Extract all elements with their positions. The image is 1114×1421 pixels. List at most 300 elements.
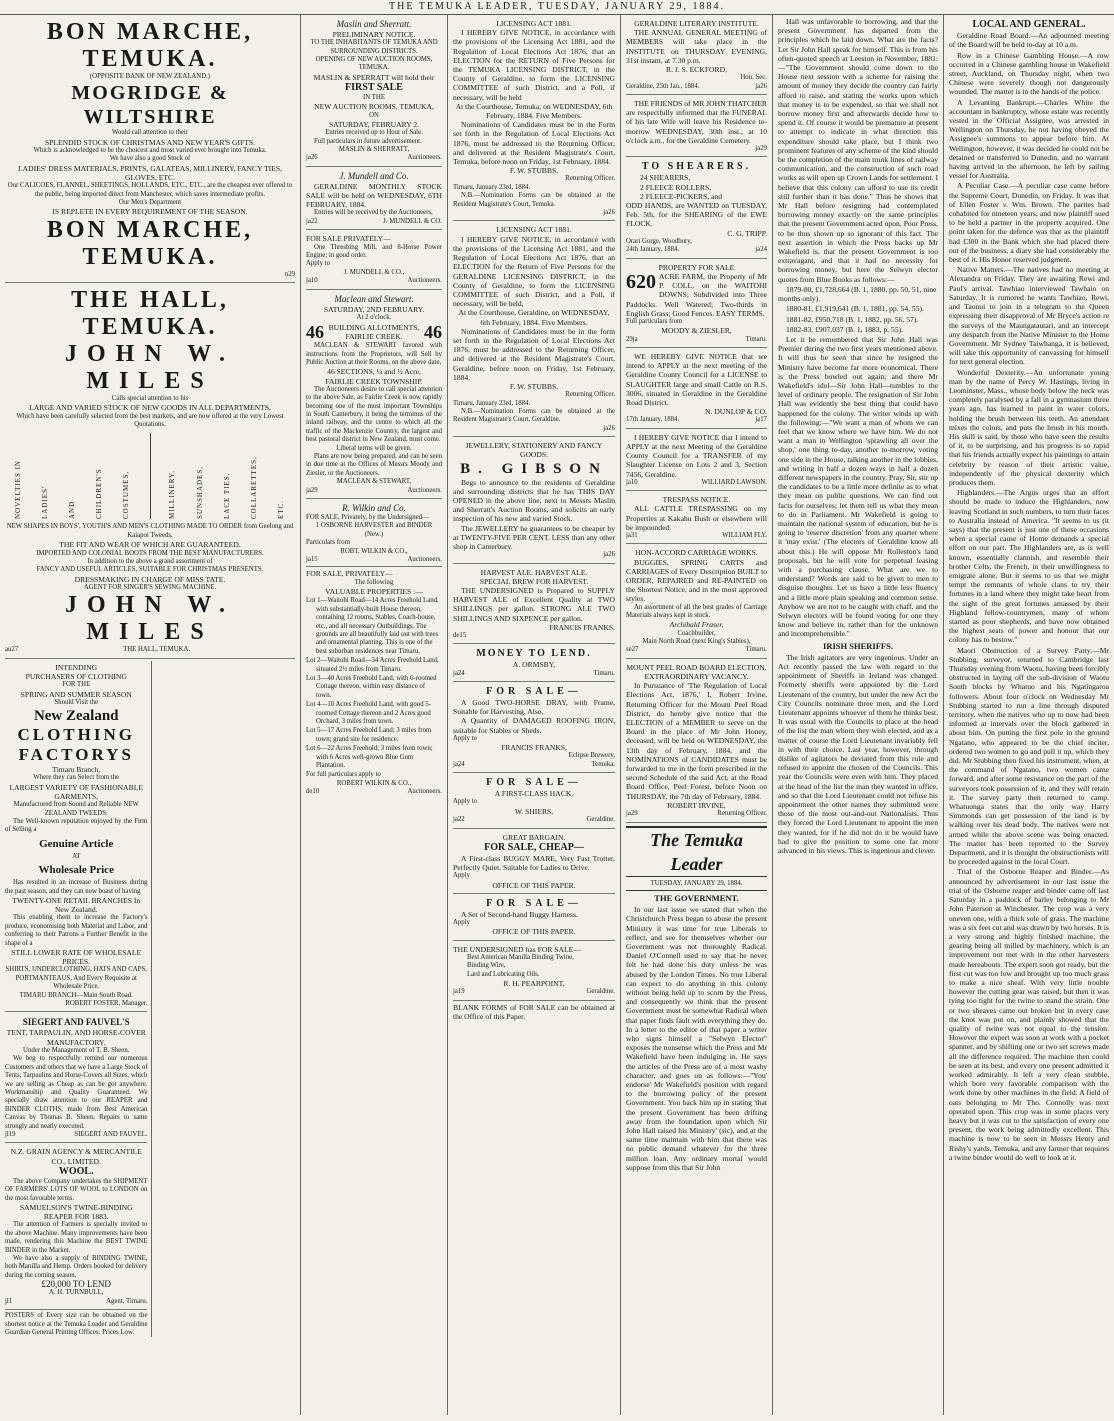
news-item: Row in a Chinese Gambling House.—A row occurred in a Chinese gambling house in Wakefield street, Auckland, on Thursday night, when two Chinese were severely though not dangerously wounded. The matter is in the hands of the police. xyxy=(949,50,1109,97)
text: Apply xyxy=(453,918,470,926)
nz-grain-ad xyxy=(5,1145,147,1310)
text: 24th January, 1884. xyxy=(626,246,680,254)
the-hall-ad xyxy=(5,285,295,659)
list-item: LADIES' xyxy=(41,486,50,520)
ad-ref: ja26 xyxy=(603,209,615,217)
text: Full particulars in future advertisement. xyxy=(314,137,422,145)
text: Orari Gorge, Woodbury, xyxy=(626,237,692,245)
text: Eclipse Brewery, xyxy=(568,752,615,760)
text: Hon. Sec. xyxy=(740,74,767,82)
text: Entries will be received by the Auctioneers, xyxy=(314,209,433,217)
text: Auctioneers. xyxy=(407,486,442,494)
article-text: In our last issue we stated that when the Christchurch Press began to abuse the present Ministry it was time for true Liberals to reflect, and see for themselves whether our Government was not thoroughly Radical. Daniel O'Connell used to say that he never felt he had done his duty unless he was abused by the London Times. No true Liberal can expect to do anything in this colony without being held up to scorn by the Press, and consequently we think that the present Government must be somewhat Radical when that paper finds fault with everything they do. In a letter to the editor of that paper a writer who signs himself a "Selwyn Elector" exposes the nonsense which the Press and Mr Wakefield have been indulging in. He says the articles of the Press are of a most washy character, and goes on as follows:—"You' endorse' Mr Wakefield's position with regard to the borrowing policy of the present Government. You back him up in stating 'that the present Government has been drifting away from the foundation upon which Sir John Hall raised his Ministry' (sic), and at the same time maintain with him that there was no public demand whatever for the three million loan. Any ordinary mortal would suppose from this that Sir John xyxy=(626,905,767,1172)
text: Returning Officer. xyxy=(565,391,615,399)
text: Full particulars from xyxy=(626,317,683,325)
text: LICENSING ACT 1881. xyxy=(496,225,572,235)
text: A Set of Second-hand Buggy Harness. xyxy=(461,909,578,919)
signature: ROBT. WILKIN & CO., xyxy=(340,547,408,555)
text: Would call attention to their xyxy=(111,129,189,137)
c1-split xyxy=(5,661,295,1338)
trespass-notice xyxy=(626,493,767,544)
text: In addition to the above a grand assortment of xyxy=(87,557,213,565)
text: Apply to xyxy=(306,260,330,268)
factorys-title: FACTORYS xyxy=(18,745,134,765)
article-text: The Irish agitators are very ingenious. Under an Act recently passed the law with regard to the appointment of Sheriffs in Ireland was changed. Formerly sheriffs were appointed by the Lord Lieutenant of the country, but under the new Act the City Councils nominate three men, and the Lord Lieutenant appoints whoever of them he thinks best. It was usual with the Councils to place at the head of the list the man whom they wish elected, and as a matter of course the Lord Lieutenant invariably fell in with their choice. Last year, however, through dislike of agitators he deviated from this rule and refused to appoint the chosen of the Councils. This year the Councils were even with him. They placed at the head of the list the man they wanted in office, and so that the Lord Lieutenant could not refuse his appointment the other names they submitted were those of the most out-and-out Nationalists. Thus they forced the Lord Lieutenant to appoint the men they wanted, for if he did not do it he would have had to give the position to some one far more advanced in his views. This is ingenious and clever. xyxy=(778,652,938,856)
money-lend-ad xyxy=(453,646,615,682)
ad-ref: ja24 xyxy=(755,246,767,254)
text: AT xyxy=(72,852,81,860)
firm-heading: Maslin and Sherratt. xyxy=(336,19,412,29)
text: Auctioneers. xyxy=(407,556,442,564)
text: JEWELLERY, STATIONERY AND FANCY GOODS. xyxy=(465,441,603,460)
signature: W. SHIERS, xyxy=(514,806,554,816)
ad-ref: jа10 xyxy=(306,277,318,285)
signature: SIEGERT AND FAUVEL. xyxy=(74,1130,148,1138)
ad-ref: jl1 xyxy=(5,1297,13,1305)
column-2 xyxy=(300,15,447,1415)
text: The Well-known reputation enjoyed by the Firm of Selling a xyxy=(5,817,148,834)
text: WE HEREBY GIVE NOTICE that we intend to APPLY at the next meeting of the Geraldine County Council for a LICENSE to SLAUGHTER large and small Cattle on R.S. 3006, situated in Geraldine in the Geraldine Road District. xyxy=(626,351,767,407)
text: Nominations of Candidates must be in the Form set forth in the Regulation of Local Elections Act 1876, must be addressed to the Returning Officer, and delivered at the Resident Magistrate's Court, Temuka, before noon on Friday, 1st February, 1884. xyxy=(453,120,615,167)
news-item: Geraldine Road Board.—An adjourned meeting of the Board will be held to-day at 10 a.m. xyxy=(949,31,1109,50)
ad-ref: ja24 xyxy=(453,760,465,768)
text: ROBERT FOSTER, Manager. xyxy=(65,1000,148,1008)
text: Apply xyxy=(453,872,470,880)
text: FOR SALE— xyxy=(486,897,582,909)
text: SAMUELSON'S TWINE-BINDING REAPER FOR 1883. xyxy=(19,1202,133,1222)
ad-ref: ja19 xyxy=(453,988,465,996)
text: In Pursuance of 'The Regulation of Local Elections Act, 1876,' I, Robert Irvine, Returning Officer for the Mount Peel Road District, do hereby give notice that the ELECTION of a MEMBER to serve on the Board in the place of Mr John Honey, deceased, will be held on WEDNESDAY, the 13th day of February, 1884, and the NOMINATIONS of CANDIDATES must be forwarded to me in the form prescribed in the second Schedule of the said Act, at the Road Board Office, Peel Forest, before Noon on THURSDAY, the 7th day of February, 1884. xyxy=(626,681,767,801)
bon-marche-sub: (OPPOSITE BANK OF NEW ZEALAND.) xyxy=(89,73,211,80)
the-hall-title: THE HALL, TEMUKA. xyxy=(71,287,229,341)
text: Geraldine, 25th Jan., 1884. xyxy=(626,82,700,90)
text: PRELIMINARY NOTICE. xyxy=(332,30,416,39)
text: FOR THE xyxy=(62,681,91,689)
text: Main North Road (next King's Stables), xyxy=(642,638,751,646)
text: Manufactured from Sound and Reliable NEW ZEALAND TWEEDS. xyxy=(13,801,139,817)
text: Calls special attention to his xyxy=(111,395,189,403)
column-3 xyxy=(447,15,620,1415)
acre-number: 620 xyxy=(626,270,656,293)
text: Wholesale Price xyxy=(38,864,114,877)
ad-ref: se27 xyxy=(626,646,639,654)
text: SPLENDID STOCK OF CHRISTMAS AND NEW YEAR'S GIFTS. xyxy=(44,137,256,147)
column-4 xyxy=(620,15,772,1415)
bon-marche-title-repeat: BON MARCHE, TEMUKA. xyxy=(46,216,254,270)
text: STILL LOWER RATE OF WHOLESALE PRICES. xyxy=(11,948,142,967)
list-item: LACE TIES, xyxy=(222,473,231,520)
ad-ref: ja31 xyxy=(626,531,638,539)
text: ALL CATTLE TRESPASSING on my Properties at Kakahu Bush or elsewhere will be impounded. xyxy=(626,504,767,532)
text: HON-ACCORD CARRIAGE WORKS. xyxy=(635,548,758,558)
signature: C. G. TRIPP. xyxy=(727,228,767,238)
article-heading: THE GOVERNMENT. xyxy=(654,892,739,903)
text: EXTRAORDINARY VACANCY. xyxy=(644,672,749,682)
nz-title: New Zealand xyxy=(33,708,119,725)
text: OFFICE OF THIS PAPER. xyxy=(492,880,576,890)
text: TRESPASS NOTICE. xyxy=(662,495,731,505)
text: SATURDAY, 2ND FEBRUARY. xyxy=(323,304,425,314)
text: PROPERTY FOR SALE xyxy=(658,262,735,272)
text: Best American Manilla Binding Twine, xyxy=(467,953,574,961)
text: The following xyxy=(354,578,394,586)
bon-marche-firm: MOGRIDGE & WILTSHIRE xyxy=(71,82,229,129)
list-item: MILLINERY, xyxy=(168,470,177,520)
article-text: Hall was unfavorable to borrowing, and that the present Government has departed from the principles which he laid down. What are the facts? Let Sir John Hall speak for himself. This is from his often-quoted speech at Leeston in November, 1881:—"The Government should come down to the House next session with a scheme for raising the amount of money they decide the country can fairly afford to raise, and stating the works upon which that money is to be expended, so that we shall not borrow money first and afterwards decide how to spend it. Of course it would be premature at present to attempt to indicate in what direction this expenditure should take place, but I think two prominent features of any scheme of the kind should be the completion of the main trunk lines of railway communication, and the construction of such road works as will open up Crown Lands for settlement. I believe that this colony can afford to use its credit still further than it has done." Thus he shows that Mr Hall before resigning had contemplated borrowing money exactly on the same principles that the present Government acted upon. Poor Press, to be thus shown up so ignorant of this fact. The next assertion in which the Press backs up Mr Wakefield is, that the present Government is too extravagant, and that it had no necessity for borrowing money, but here the Selwyn elector quotes from Blue Books as follows:— xyxy=(778,17,938,284)
ad-ref: ja26 xyxy=(306,154,318,162)
text: FOR SALE, CHEAP— xyxy=(484,841,584,853)
list-item: Lot 4—10 Acres Freehold Land, with good 5-roomed Cottage thereon and 2 Acres good Orchard, 3 miles from town. xyxy=(306,701,431,725)
text: At the Courthouse, Geraldine, on WEDNESDAY, 6th February, 1884. Five Members. xyxy=(458,308,610,327)
text: Our CALICOES, FLANNEL, SHEETINGS, HOLLANDS, ETC., ETC., are the cheapest ever offered to the public, being imported direct from Manchester, which saves intermediate profits. xyxy=(7,182,293,198)
text: Our Men's Department xyxy=(118,199,182,207)
text: 2 FLEECE-PICKERS, and xyxy=(640,191,723,201)
text: IS REPLETE IN EVERY REQUIREMENT OF THE SEASON. xyxy=(52,207,248,217)
wilkin-ad xyxy=(306,501,442,800)
divider xyxy=(150,433,151,519)
carriage-works-ad xyxy=(626,546,767,658)
text: The Auctioneers desire to call special attention to the above Sale, as Fairlie Creek is now rapidly becoming one of the most important Townships in South Canterbury, it being the terminus of the inland railway, and the centre to which all the traffic of the Mackenzie Country, the largest and best pastoral district in New Zealand, must come. xyxy=(306,385,442,444)
firm-heading: R. Wilkin and Co. xyxy=(342,503,406,514)
list-item: Lot 1—Waitohi Road—14 Acres Freehold Land, with substantially-built House thereon, containing 12 rooms, Stables, Coach-house, etc., and all necessary Outbuildings. The grounds are all beautifully laid out with trees and ornamental planting. This is one of the best suburban residences near Timaru. xyxy=(306,597,439,655)
text: BUILDING ALLOTMENTS, FAIRLIE CREEK. xyxy=(328,322,420,342)
text: NEW SHAPES IN BOYS', YOUTH'S AND MEN'S CLOTHING MADE TO ORDER from Geelong and Kaiapoi Tweeds. xyxy=(6,523,294,539)
posters-notice: POSTERS of Every size can be obtained on the shortest notice at the Temuka Leader and Geraldine Guardian General Printing Offices. Prices Low. xyxy=(5,1312,148,1337)
signature: R. H. PEARPOINT, xyxy=(503,978,565,988)
pearpoint-ad xyxy=(453,943,615,1001)
text: The JEWELLERY he guarantees to be cheaper by at TWENTY-FIVE PER CENT. LESS than any other shop in Canterbury. xyxy=(453,523,615,551)
editorial xyxy=(626,826,767,1173)
text: A Quantity of DAMAGED ROOFING IRON, suitable for Stables or Sheds. xyxy=(453,716,615,735)
vertical-goods-list xyxy=(5,433,295,519)
text: ODD HANDS, are WANTED on TUESDAY, Feb. 5th, for the SHEARING of the EWE FLOCK. xyxy=(626,201,767,229)
text: THE FRIENDS of MR JOHN THATCHER are respectfully informed that the FUNERAL of his late Wife will leave his Residence to-morrow WEDNESDAY, 30th inst., at 10 o'clock a.m., for the Geraldine Cemetery. xyxy=(626,99,767,145)
signature: MACLEAN & STEWART, xyxy=(336,478,412,486)
gibson-ad xyxy=(453,439,615,563)
text: Timaru. xyxy=(745,335,767,343)
text: INTENDING xyxy=(55,662,98,672)
text: Should Visit the xyxy=(54,698,99,706)
text: SATURDAY, FEBRUARY 2. xyxy=(328,120,420,130)
text: 2 FLEECE ROLLERS, xyxy=(640,182,712,192)
text: GERALDINE MONTHLY STOCK SALE will be held on WEDNESDAY, 6TH FEBRUARY, 1884. xyxy=(306,181,442,210)
text: HARVEST ALE. HARVEST ALE. xyxy=(480,567,588,577)
text: Entries received up to Hour of Sale. xyxy=(325,129,423,137)
text: At 2 o'clock. xyxy=(356,313,392,321)
text: MOUNT PEEL ROAD BOARD ELECTION. xyxy=(626,662,767,672)
text: At the Courthouse, Temuka, on WEDNESDAY, 6th February, 1884. Five Members. xyxy=(455,101,613,121)
mundell-for-sale-ad xyxy=(306,232,442,289)
text: ACRE FARM, the Property of Mr P. COLL, on the WAITOHI DOWNS; Subdivided into Three Paddocks. Well Watered; Two-thirds in English Grass; Good Fences. EASY TERMS. xyxy=(626,271,767,318)
ad-ref: jl19 xyxy=(5,1130,16,1138)
list-item: NOVELTIES IN xyxy=(13,460,22,520)
figure-line: 1881-82, £950,718 (B. 1, 1882, pp. 56, 57). xyxy=(786,314,919,324)
ad-ref: n29 xyxy=(284,270,295,278)
text: LARGE AND VARIED STOCK OF NEW GOODS IN ALL DEPARTMENTS, xyxy=(29,403,271,413)
ad-ref: de15 xyxy=(453,632,467,640)
text: MONEY TO LEND. xyxy=(476,648,592,660)
lot-number: 46 xyxy=(306,322,324,343)
address: THE HALL, TEMUKA. xyxy=(123,646,191,654)
text: SPECIAL BREW FOR HARVEST. xyxy=(479,576,589,586)
text: Apply to xyxy=(453,734,477,742)
bon-marche-ad xyxy=(5,17,295,283)
signature: FRANCIS FRANKS, xyxy=(501,743,567,753)
text: TO SHEARERS. xyxy=(641,161,752,173)
text: Which is acknowledged to be the choicest and most varied ever brought into Temuka. xyxy=(33,147,267,155)
text: ON xyxy=(369,111,379,119)
maclean-stewart-ad xyxy=(306,292,442,500)
mundell-stock-sale-ad xyxy=(306,169,442,230)
lawson-notice xyxy=(626,431,767,491)
figure-line: 1879-80, £1,728,664 (B. 1, 1880, pp. 50, 51, nine months only). xyxy=(778,284,937,304)
news-item: A Levanting Bankrupt.—Charles White the accountant in bankruptcy, whose estate was recently vested in the Official Assignee, was arrested in Wellington on Thursday, he not having obeyed the Assignee's summons to appear before him. At Wellington, however, it was decided he could not be detained or transferred to Dunedin, and no warrant having arrived in the afternoon, he left by sailing vessel for Australia. xyxy=(949,97,1109,181)
text: Plans are now being prepared, and can be seen in due time at the Offices of Messrs Moody and Ziesler, or the Auctioneers. xyxy=(306,453,442,477)
blank-forms-notice: BLANK FORMS of FOR SALE can be obtained at the Office of this Paper. xyxy=(453,1002,615,1021)
funeral-notice xyxy=(626,97,767,157)
text: Nominations of Candidates must be in the form set forth in the Regulation of Local Elections Act 1876, must be addressed to the Returning Officer, and delivered at the Resident Magistrate's Court, Geraldine, before noon on Friday, 1st February, 1884. xyxy=(453,326,615,382)
text: FANCY AND USEFUL ARTICLES, SUITABLE FOR CHRISTMAS PRESENTS. xyxy=(36,566,264,574)
section-heading: LOCAL AND GENERAL. xyxy=(972,19,1086,30)
text: 17th January, 1884. xyxy=(626,416,680,424)
ad-ref: ja29 xyxy=(306,486,318,494)
text: Auctioneers. xyxy=(407,277,442,285)
text: Geraldine. xyxy=(586,988,615,996)
shearers-ad xyxy=(626,159,767,258)
text: THE UNDERSIGNED has FOR SALE— xyxy=(453,944,581,954)
text: GERALDINE LITERARY INSTITUTE. xyxy=(634,19,759,28)
ad-ref: ja29 xyxy=(626,810,638,818)
list-item: Lot 3—40 Acres Freehold Land, with 6-roomed Cottage thereon, within easy distance of town. xyxy=(306,674,437,699)
signature: Archibald Fraser, xyxy=(669,620,724,630)
news-item: Maori Obstruction of a Survey Party.—Mr Stubbing, surveyor, returned to Cambridge last Thursday evening from Waotu, having been forcibly obstructed in laying off the sub-division of Waotu South blocks by Whatuo and his Ngatingaroa followers. About four o'clock on Wednesday Mr Stubbing started to run a line through disputed territory, when the natives who up to now had been informed at intervals over the block gathered in about him. On putting the first pole in the ground Ngatano, who appeared to be the chief inciter, ordered two women to go and pull it up, which they did. Mr Stubbing then fixed his instrument, when, at the command of Ngatano, two women came forward, and after some resistance on the part of the surveyors took possession of it, and they will retain it. The survey party then returned to camp. Whatuonga states that the only way Harry Simmonds can get possession of the land is by walking over his dead body. The natives were not armed while the above scene was being enacted. The matter has been reported to the Survey Department, and it is thought the obstructionists will be proceeded against in the local Court. xyxy=(949,645,1109,867)
text: IMPORTED AND COLONIAL BOOTS FROM THE BEST MANUFACTURERS. xyxy=(36,549,264,557)
text: Has resulted in an increase of Business during the past season, and they can now boast of having xyxy=(5,879,148,895)
text: NEW AUCTION ROOMS, TEMUKA, xyxy=(314,102,434,112)
c1-right xyxy=(152,661,295,1338)
text: Auctioneers. xyxy=(407,788,442,796)
list-item: Lot 6—22 Acres Freehold; 3 miles from town; with 6 Acres well-grown Blue Gum Plantation. xyxy=(306,745,433,770)
text: FOR SALE— xyxy=(486,686,582,698)
column-6 xyxy=(943,15,1114,1415)
text: FIRST SALE xyxy=(345,82,403,94)
ad-ref: ja26 xyxy=(755,82,767,90)
text: TENT, TARPAULIN, AND HORSE-COVER MANUFACTORY. xyxy=(6,1028,146,1047)
ad-ref: de10 xyxy=(306,788,320,796)
dray-for-sale-ad xyxy=(453,684,615,773)
clothing-title: CLOTHING xyxy=(17,725,135,745)
literary-institute-ad xyxy=(626,17,767,95)
licensing-temuka-ad xyxy=(453,17,615,221)
maslin-sherratt-ad xyxy=(306,17,442,167)
text: 1 OSBORNE HARVESTER and BINDER (New.) xyxy=(315,522,433,538)
dunlop-notice xyxy=(626,350,767,429)
harvest-ale-ad xyxy=(453,566,615,645)
text: Lard and Lubricating Oils. xyxy=(467,970,540,978)
text: Liberal terms will be given. xyxy=(336,444,412,452)
text: An assortment of all the best grades of Carriage Materials always kept in stock. xyxy=(626,603,767,620)
text: FOR SALE, Privately, by the Undersigned— xyxy=(306,514,429,522)
text: THE UNDERSIGNED is Prepared to SUPPLY HARVEST ALE of Excellent Quality at TWO SHILLINGS per gallon. STRONG ALE TWO SHILLINGS AND SIXPENCE per gallon. xyxy=(453,586,615,623)
c1-left xyxy=(5,661,152,1338)
text: I HEREBY GIVE NOTICE, in accordance with the provisions of the Licensing Act 1881, and the Regulation of Local Elections Act 1876, that an ELECTION for the Return of Five Persons for the GERALDINE LICENSING DISTRICT, in the County of Geraldine, to form the LICENSING COMMITTEE of such District, and a Poll, if necessary, will be held, xyxy=(453,234,615,309)
paper-title: The Temuka Leader xyxy=(626,826,767,877)
ad-ref: ja24 xyxy=(453,669,465,677)
list-item: COSTUMES, xyxy=(122,471,131,520)
text: IN THE xyxy=(363,94,385,102)
signature: MASLIN & SHERRATT, xyxy=(338,146,410,154)
ad-ref: ja26 xyxy=(603,551,615,559)
signature: A. H. TURNBULL, xyxy=(49,1289,104,1297)
text: FOR SALE— xyxy=(486,777,582,789)
ad-ref: ja10 xyxy=(626,478,638,486)
signature: F. W. STUBBS, xyxy=(509,166,559,176)
text: Genuine Article xyxy=(39,837,114,850)
text: Timaru, January 23rd, 1884. xyxy=(453,399,531,407)
text: A FIRST-CLASS HACK. xyxy=(494,789,574,799)
list-item: COLLARETTES, xyxy=(249,456,258,520)
bon-marche-title: BON MARCHE, TEMUKA. xyxy=(46,19,254,72)
ad-ref: ja29 xyxy=(755,145,767,153)
ad-ref: au27 xyxy=(5,646,19,654)
firm-heading: J. Mundell and Co. xyxy=(339,170,409,181)
firm-heading: Maclean and Stewart. xyxy=(334,293,414,304)
figure-line: 1882-83, £907,037 (B. 1, 1883, p. 55). xyxy=(786,324,904,334)
text: For full particulars apply to xyxy=(306,771,381,779)
masthead: THE TEMUKA LEADER, TUESDAY, JANUARY 29, 1884. xyxy=(0,0,1114,15)
text: Auctioneers. xyxy=(407,154,442,162)
text: I HEREBY GIVE NOTICE, in accordance with the provisions of the Licensing Act 1881, and the Regulation of Local Elections Act 1876, that an ELECTION for the RETURN of Five Persons for the TEMUKA LICENSING DISTRICT, in the County of Geraldine, to form the LICENSING COMMITTEE of such District, and a Poll, if necessary, will be held xyxy=(453,28,615,102)
text: WOOL. xyxy=(58,1165,94,1177)
news-item: Highlanders.—The Argus urges that an effort should be made to induce the Highlanders, now leaving Scotland in such numbers, to turn their faces to Australia instead of America. "It seems to us (it says) that the present is just one of those occasions when a special cause of Home demands a special effort on our part. The Highlanders are, as is well known, essentially clannish, and resemble their brother Celts, the French, in their unwillingness to emigrate alone. But it seems to us that we might tempt the remnants of whole clans to try their fortunes in a land where they might take heart from the sight of the great fortunes amassed by their Highland fellow-countrymen, many of whom started as poor shepherds, and have now obtained the highest seats of power and honour that our colony has to bestow." xyxy=(949,488,1109,645)
signature: N. DUNLOP & CO. xyxy=(705,407,767,417)
list-item: AND xyxy=(68,501,77,520)
text: £20,000 TO LEND xyxy=(41,1279,111,1290)
text: We have also a supply of BINDING TWINE, both Manilla and Hemp. Orders booked for delivery during the coming season. xyxy=(5,1255,148,1279)
text: This enabling them to increase the Factory's produce, economising both Material and Labor, and conferring to their Patrons a Further Benefit in the shape of a xyxy=(5,914,148,947)
text: LARGEST VARIETY OF FASHIONABLE GARMENTS, xyxy=(9,782,143,801)
text: 46 SECTIONS, ¼ and ½ Acre, xyxy=(327,367,421,377)
text: LICENSING ACT 1881. xyxy=(496,19,572,28)
signature: A. ORMSBY, xyxy=(512,660,556,670)
news-item: Wonderful Dexterity.—An unfortunate young man by the name of Percy W. Hastings, living in Leominster, Mass., whose body below the neck was completely paralysed by a fall in a gymnasium three years ago, has learned to paint in water colors, holding the brush between his teeth. An attendant mixes the colors, and puts the brush in his mouth. His skill is said, by those who have seen the results of it, to be surprising, and his progress is so rapid that his friends actually expect his paintings to attain celebrity by reason of their artistic value, independently of the physical dexterity which produces them. xyxy=(949,367,1109,487)
text: TWENTY-ONE RETAIL BRANCHES In New Zealand. xyxy=(12,896,141,915)
text: N.B.—Nomination Forms can be obtained at the Resident Magistrate's Court, Geraldine. xyxy=(453,407,615,424)
text: The above Company undertakes the SHIPMENT OF FARMERS' LOTS OF WOOL to LONDON on the most favorable terms. xyxy=(5,1177,148,1202)
text: MASLIN & SPERRATT will hold their xyxy=(313,72,435,82)
text: We have also a good Stock of xyxy=(109,155,191,163)
news-item: A Peculiar Case.—A peculiar case came before the Supreme Court, Dunedin, on Friday. It was that of Ellen Foster v. Wm. Brown. The parties had cohabited for nineteen years, and now plaintiff sued to be held a partner in the property acquired. One point taken for the defence was that as the plaintiff had £300 in the Bank which she had placed there out of the business, a diary she had considerably the best of it. His Honor reserved judgment. xyxy=(949,181,1109,265)
ad-ref: ja15 xyxy=(306,556,318,564)
text: FAIRLIE CREEK TOWNSHIP. xyxy=(325,376,423,386)
text: Timaru. xyxy=(745,646,767,654)
mount-peel-ad xyxy=(626,661,767,823)
article-text: Let it be remembered that Sir John Hall was Premier during the two first years mentioned above. It will thus be seen that since he resigned the Ministry have become far more economical. There is the Press bowled out again; and there Mr Wakefield's idol—Sir John Hall—tumbles to the level of ordinary people. The resignation of Sir John Hall was evidently the best thing that could have happened for the colony. The writer winds up with the following:—"We want a man of whom we can feel that we know where we have him. We do not want a man in Wellington 'sprawling all over the shop,' one thing to-day, another to-morrow, voting one side in the House, talking another in the lobbies, and writing in half a dozen ways in half a dozen different newspapers in the country. Pray, Sir, stir up the candidates to be a little more definite as to what they mean on public questions. We can find out facts for ourselves; let them tell us what they mean to do in Parliament. Mr Wakefield is going to maintain the national system of education, but he is going to 'reserve discretion' from any quarter where it 'may exist.' (The electors of Geraldine know all about this.) He will oppose Mr Rolleston's land proposals, but he will vote for perpetual leasing with a purchasing clause. What are we to understand? Words are said to be given to men to disguise thoughts. Let us have a little less fluency and a little more plain speaking and common sense. Anyhow we are not to be caught with chaff, and the Selwyn electors will be found voting for one they know and believe in, rather than for the unknown and incomprehensible." xyxy=(778,334,938,639)
great-bargain-ad xyxy=(453,831,615,894)
text: Begs to announce to the residents of Geraldine and surrounding districts that he has THIS DAY OPENED in the above line, next to Messrs Maslin and Sherratt's Auction Rooms, and solicits an early inspection of his new and varied Stock. xyxy=(453,477,615,524)
list-item: ETC. xyxy=(276,500,285,520)
text: VALUABLE PROPERTIES :— xyxy=(325,587,423,597)
siegert-ad xyxy=(5,1014,147,1143)
text: Agent, Timaru. xyxy=(106,1297,148,1305)
ad-ref: 29ja xyxy=(626,335,638,343)
text: GREAT BARGAIN. xyxy=(502,832,566,842)
john-miles-name-repeat: JOHN W. MILES xyxy=(64,592,236,646)
text: 24 SHEARERS, xyxy=(640,173,691,183)
text: Under the Management of T. B. Sheen. xyxy=(23,1046,130,1054)
text: TIMARU BRANCH—Main South Road. xyxy=(19,991,133,999)
text: Apply to xyxy=(453,798,477,806)
list-item: Lot 5—17 Acres Freehold Land; 3 miles from town; grand site for residence. xyxy=(306,727,432,743)
column-5 xyxy=(772,15,943,1415)
lot-number: 46 xyxy=(424,322,442,343)
news-item: Native Matters.—The natives had no meeting at Alexandra on Friday. They are awaiting Rewi and Paul's arrival. Tawhiao interviewed Tawhaio on Saturday. It is rumored he wants Tawhiao, Rewi, and Taonui to join in a telegram to the Queen expressing their disapproval of Mr Bryce's action re the surveys of the Maungatautari, and an intercept any despatch from the Native Minister to the Home Government. Mr Sydney Taiwhanga, it is believed, will take this opportunity of canvassing for himself for next general election. xyxy=(949,265,1109,367)
text: Geraldine. xyxy=(586,816,615,824)
text: THE ANNUAL GENERAL MEETING of MEMBERS will take place in the INSTITUTE on THURSDAY EVENING, 31st instant, at 7.30 p.m. xyxy=(626,28,767,65)
text: We beg to respectfully remind our numerous Customers and others that we have a Large Stock of Tents, Tarpaulins and Horse-Covers all Sizes, which we are selling as Cheap as can be got anywhere. Workmanship and Quality Guaranteed. We specially draw attention to our REAPER and BINDER CLOTHS, made from Best American Canvas by Thomas B. Sheen. Repairs to same strongly and neatly executed. xyxy=(5,1055,148,1130)
ad-ref: ja17 xyxy=(755,416,767,424)
list-item: Lot 2—Waitohi Road—34 Acres Freehold Land, situated 2½ miles from Timaru. xyxy=(306,657,439,673)
text: Returning Officer. xyxy=(565,175,615,183)
text: PURCHASERS OF CLOTHING xyxy=(25,671,127,681)
text: N.Z. GRAIN AGENCY & MERCANTILE CO., LIMITED. xyxy=(10,1147,142,1166)
text: LADIES' DRESS MATERIALS, PRINTS, GALATEAS, MILLINERY, FANCY TIES, GLOVES, ETC. xyxy=(18,163,282,183)
nz-clothing-ad xyxy=(5,661,147,1013)
signature: J. MUNDELL & CO., xyxy=(343,268,405,276)
harness-for-sale-ad xyxy=(453,896,615,941)
text: FOR SALE PRIVATELY— xyxy=(306,234,391,244)
signature: FRANCIS FRANKS. xyxy=(549,622,615,632)
ad-ref: ja22 xyxy=(306,217,318,225)
text: TO THE INHABITANTS OF TEMUKA AND SURROUNDING DISTRICTS. xyxy=(310,39,438,55)
siegert-title: SIEGERT AND FAUVEL'S xyxy=(22,1017,130,1028)
property-for-sale-ad xyxy=(626,261,767,348)
text: Particulars from xyxy=(306,539,350,547)
text: One Threshing Mill, and 8-Horse Power Engine; in good order. xyxy=(306,243,442,259)
figure-line: 1880-81, £1,919,641 (B. 1, 1881, pp. 54, 55). xyxy=(786,304,924,314)
text: The attention of Farmers is specially invited to the above Machine. Many improvements have been made, rendering this Machine the BEST TWINE BINDER in the Market. xyxy=(5,1221,148,1254)
news-item: Trial of the Osborne Reaper and Binder.—As announced by advertisement in our last issue the trial of the Osborne reaper and binder came off last Saturday in a paddock of barley belonging to Mr John Paterson at Winchester. The crop was a very uneven one, with a thick sole of grass. The machine was a six feet cut and was drawn by two horses. It is a very strong and highly finished machine, the gearing being all milled by machinery, which is an improvement not met with in the other harvesters made hereabouts. The expert soon got ready, but the first cut was too low and brought up too much grass to make a nice sheaf. With very little trouble however the cutting gear was raised, but then it was tying too tight for the twine to stand the strain. One or two sheaves came out broken but in every case the knot was put on, and plainly showed that the quality of twine was not equal to the tension. However the expert was soon at work with a pocket spanner, and by shifting one or two set screws made all the difference required. The machine then could be seen at its best, and every one present admitted it worked admirably. It left a very clean stubble, which bore very favorable comparison with the work done by other machines in the field. A field of oats belonging to Mr Tho. Connolly was next operated upon. This crop was in some places very heavy but it was cut to the satisfaction of every one present, the work being admittedly excellent. This machine is now to be seen in Messrs Henry and Rishy's yards, Temuka, and any farmer that requires a twine binder would do well to look at it. xyxy=(949,867,1109,1162)
signature: WILLIAM FLY. xyxy=(722,531,767,539)
text: Temuka. xyxy=(591,760,615,768)
text: Coachbuilder, xyxy=(677,629,716,637)
text: OPENING OF NEW AUCTION ROOMS, TEMUKA. xyxy=(315,56,433,72)
list-item: CHILDREN'S xyxy=(95,468,104,520)
text: Timaru Branch, xyxy=(52,765,101,775)
hack-for-sale-ad xyxy=(453,775,615,828)
paper-date: TUESDAY, JANUARY 29, 1884. xyxy=(626,880,767,891)
licensing-geraldine-ad xyxy=(453,223,615,437)
text: Returning Officer. xyxy=(717,810,767,818)
signature: R. J. S. ECKFORD, xyxy=(666,65,727,75)
text: A First-class BUGGY MARE, Very Fast Trotter, Perfectly Quiet. Suitable for Ladies to Drive. xyxy=(453,853,615,872)
column-1 xyxy=(0,15,300,1415)
ad-ref: ja22 xyxy=(453,816,465,824)
text: MACLEAN & STEWART favored with instructions from the Proprietors, will Sell by Public Auction at their Rooms, on the above date, xyxy=(306,342,442,366)
text: N.B.—Nomination Forms can be obtained at the Resident Magistrate's Court, Temuka. xyxy=(453,192,615,208)
text: DRESSMAKING IN CHARGE OF MISS TATE. xyxy=(74,574,226,584)
text: I HEREBY GIVE NOTICE that I intend to APPLY at the next Meeting of the Geraldine County Council for a TRANSFER of my Slaughter License on Lots 2 and 3, Section 7456, Geraldine. xyxy=(626,432,767,479)
signature: ROBERT IRVINE, xyxy=(667,800,726,810)
signature: J. MUNDELL & CO. xyxy=(383,217,442,225)
signature: MOODY & ZIESLER, xyxy=(661,326,732,336)
text: THE FIT AND WEAR OF WHICH ARE GUARANTEED. xyxy=(59,540,241,550)
text: FOR SALE, PRIVATELY— xyxy=(306,566,442,578)
text: SPRING AND SUMMER SEASON xyxy=(20,689,132,699)
text: OFFICE OF THIS PAPER. xyxy=(492,927,576,937)
text: Which have been carefully selected from the best markets, and are now offered at the very Lowest Quotations. xyxy=(16,412,284,429)
signature: F. W. STUBBS, xyxy=(509,381,559,391)
